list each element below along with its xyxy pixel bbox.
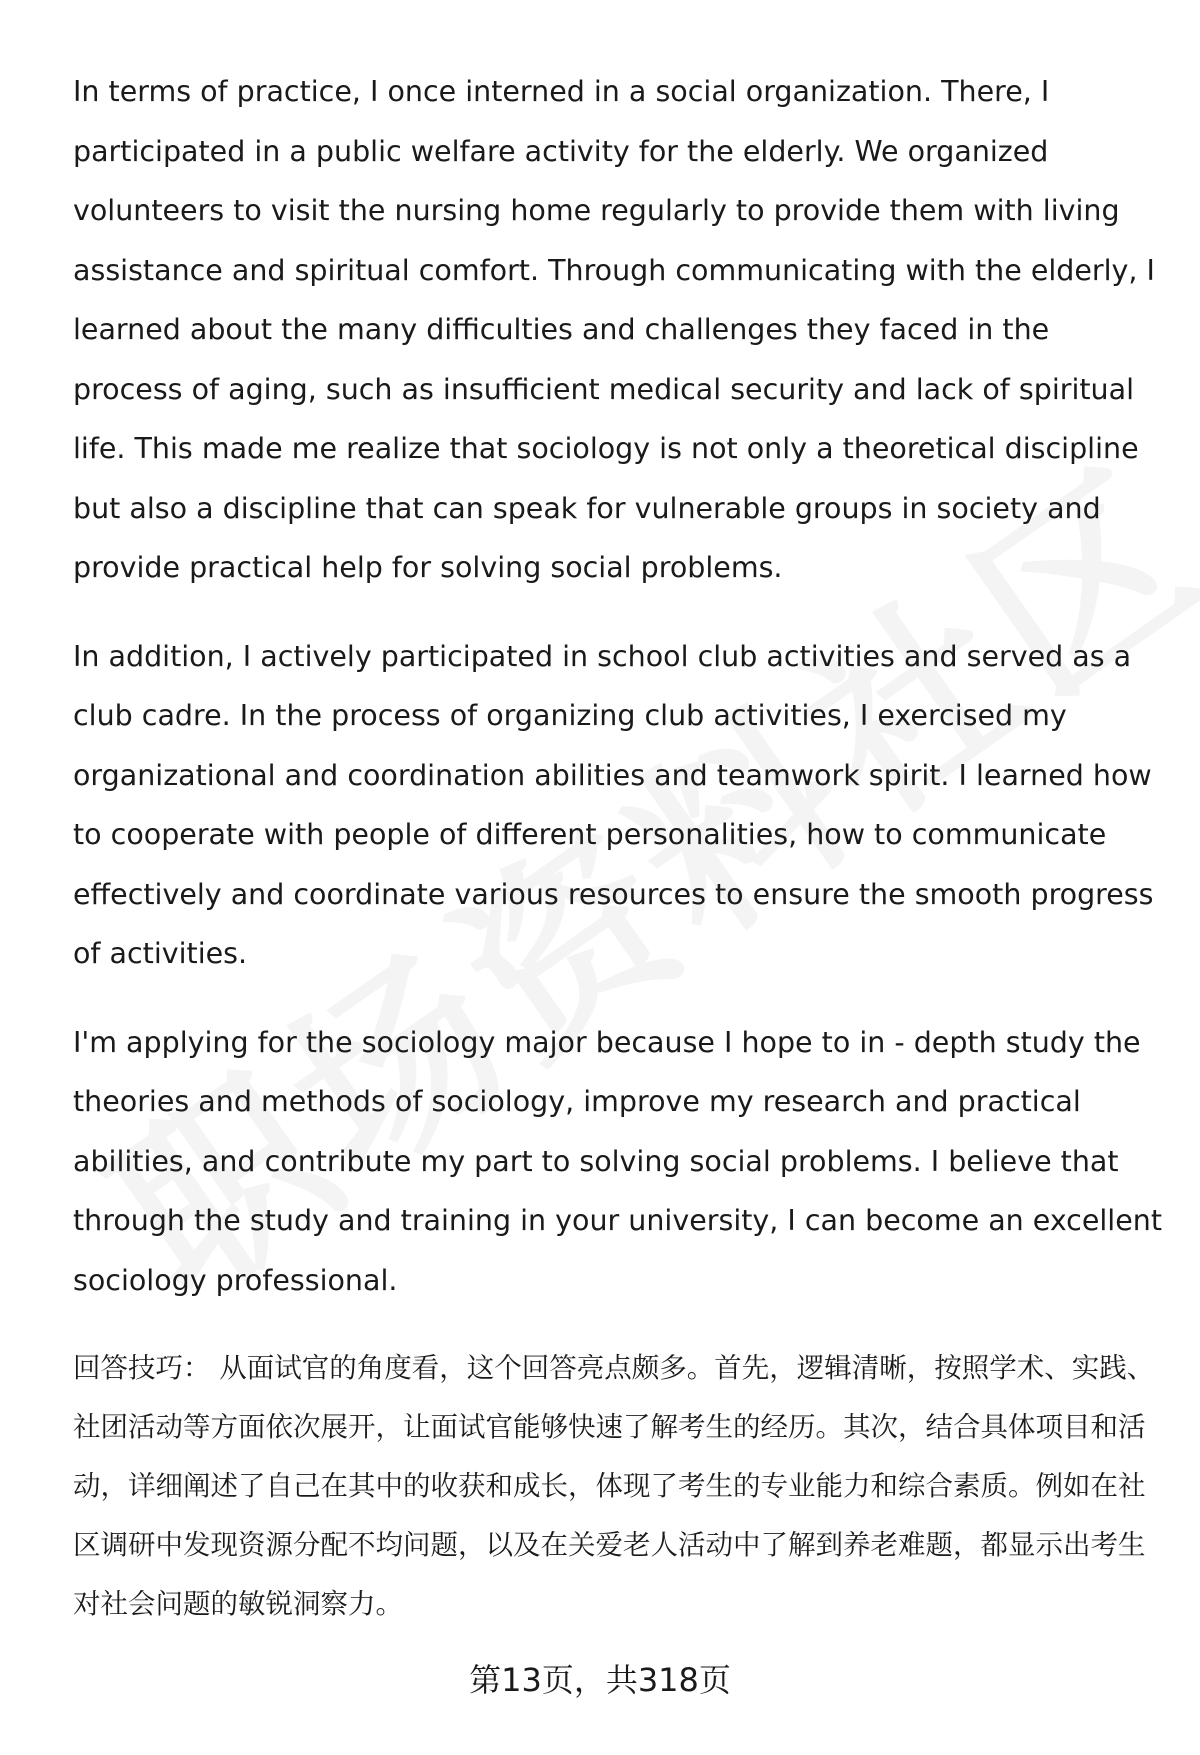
- answer-tips: 回答技巧： 从面试官的角度看，这个回答亮点颇多。首先，逻辑清晰，按照学术、实践、社团活动等方面依次展开，让面试官能够快速了解考生的经历。其次，结合具体项目和活动，详细阐述了自己在其中的收获和成长，体现了考生的专业能力和综合素质。例如在社区调研中发现资源分配不均问题，以及在关爱老人活动中了解到养老难题，都显示出考生对社会问题的敏锐洞察力。: [73, 1352, 1155, 1620]
- paragraph-motivation: I'm applying for the sociology major because I hope to in - depth study the theories and methods of sociology, improve my research and practical abilities, and contribute my part to solving social problems. I believe that through the study and training in your university, I can become an excellent sociology professional.: [73, 1025, 1162, 1297]
- paragraph-club-activities: In addition, I actively participated in school club activities and served as a club cadre. In the process of organizing club activities, I exercised my organizational and coordination abilities and teamwork spirit. I learned how to cooperate with people of different personalities, how to communicate effectively and coordinate various resources to ensure the smooth progress of activities.: [73, 639, 1154, 970]
- paragraph-practice: In terms of practice, I once interned in a social organization. There, I participated in a public welfare activity for the elderly. We organized volunteers to visit the nursing home regularly to provide them with living assistance and spiritual comfort. Through communicating with the elderly, I learned about the many difficulties and challenges they faced in the process of aging, such as insufficient medical security and lack of spiritual life. This made me realize that sociology is not only a theoretical discipline but also a discipline that can speak for vulnerable groups in society and provide practical help for solving social problems.: [73, 75, 1155, 584]
- page-number: 第13页，共318页: [469, 1661, 731, 1699]
- page-content: [73, 62, 1163, 1634]
